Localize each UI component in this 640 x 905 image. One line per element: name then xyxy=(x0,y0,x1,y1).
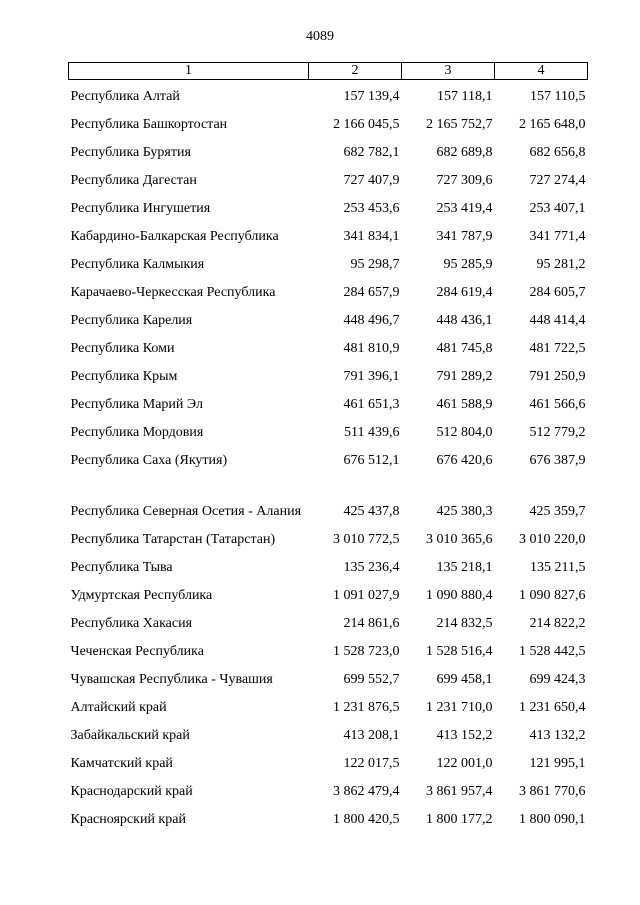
table-row xyxy=(69,637,588,665)
value-cell-col3: 512 804,0 xyxy=(436,424,493,440)
value-cell-col3: 122 001,0 xyxy=(436,755,493,771)
value-cell-col2: 413 208,1 xyxy=(343,727,400,743)
value-cell-col2: 253 453,6 xyxy=(343,200,400,216)
region-name-cell: Республика Карелия xyxy=(70,312,193,328)
value-cell-col2: 676 512,1 xyxy=(343,452,400,468)
value-cell-col2: 284 657,9 xyxy=(343,284,400,300)
region-name-cell: Республика Тыва xyxy=(70,559,173,575)
region-name-cell: Чувашская Республика - Чувашия xyxy=(70,671,273,687)
value-cell-col2: 791 396,1 xyxy=(343,368,400,384)
value-cell-col3: 2 165 752,7 xyxy=(426,116,493,132)
table-row xyxy=(69,110,588,138)
value-cell-col2: 341 834,1 xyxy=(343,228,400,244)
value-cell-col4: 682 656,8 xyxy=(529,144,586,160)
column-header-3: 3 xyxy=(402,63,495,80)
value-cell-col3: 157 118,1 xyxy=(437,88,493,104)
value-cell-col4: 699 424,3 xyxy=(529,671,586,687)
table-row xyxy=(69,418,588,446)
value-cell-col4: 3 861 770,6 xyxy=(519,783,586,799)
value-cell-col2: 481 810,9 xyxy=(343,340,400,356)
value-cell-col4: 448 414,4 xyxy=(529,312,586,328)
table-row xyxy=(69,278,588,306)
value-cell-col3: 481 745,8 xyxy=(436,340,493,356)
value-cell-col2: 157 139,4 xyxy=(343,88,400,104)
value-cell-col4: 3 010 220,0 xyxy=(519,531,586,547)
table-row xyxy=(69,222,588,250)
value-cell-col3: 682 689,8 xyxy=(436,144,493,160)
region-name-cell: Республика Коми xyxy=(70,340,175,356)
region-name-cell: Красноярский край xyxy=(70,811,186,827)
value-cell-col3: 699 458,1 xyxy=(436,671,493,687)
table-row xyxy=(69,749,588,777)
table-row xyxy=(69,362,588,390)
value-cell-col3: 727 309,6 xyxy=(436,172,493,188)
value-cell-col2: 122 017,5 xyxy=(343,755,400,771)
region-name-cell: Республика Северная Осетия - Алания xyxy=(70,504,302,519)
value-cell-col4: 341 771,4 xyxy=(529,228,586,244)
value-cell-col2: 3 010 772,5 xyxy=(333,531,400,547)
region-name-cell: Чеченская Республика xyxy=(70,643,204,659)
table-row xyxy=(69,390,588,418)
value-cell-col2: 461 651,3 xyxy=(343,396,400,412)
value-cell-col4: 461 566,6 xyxy=(529,396,586,412)
value-cell-col4: 1 528 442,5 xyxy=(519,643,586,659)
value-cell-col3: 448 436,1 xyxy=(436,312,493,328)
table-row xyxy=(69,250,588,278)
value-cell-col3: 3 010 365,6 xyxy=(426,531,493,547)
table-body xyxy=(69,80,588,834)
table-header-row xyxy=(69,63,588,80)
value-cell-col2: 95 298,7 xyxy=(350,256,400,272)
value-cell-col2: 682 782,1 xyxy=(343,144,400,160)
value-cell-col4: 425 359,7 xyxy=(529,504,586,519)
value-cell-col4: 135 211,5 xyxy=(530,559,586,575)
value-cell-col2: 214 861,6 xyxy=(343,615,400,631)
region-name-cell: Кабардино-Балкарская Республика xyxy=(70,228,279,244)
value-cell-col4: 121 995,1 xyxy=(529,755,586,771)
value-cell-col3: 214 832,5 xyxy=(436,615,493,631)
value-cell-col3: 676 420,6 xyxy=(436,452,493,468)
table-row xyxy=(69,721,588,749)
value-cell-col2: 448 496,7 xyxy=(343,312,400,328)
column-header-1: 1 xyxy=(69,63,309,80)
column-header-2: 2 xyxy=(309,63,402,80)
value-cell-col4: 253 407,1 xyxy=(529,200,586,216)
value-cell-col2: 727 407,9 xyxy=(343,172,400,188)
region-name-cell: Республика Саха (Якутия) xyxy=(70,452,228,468)
region-name-cell: Алтайский край xyxy=(70,699,167,715)
region-name-cell: Республика Алтай xyxy=(70,88,180,104)
value-cell-col4: 413 132,2 xyxy=(529,727,586,743)
region-name-cell: Республика Ингушетия xyxy=(70,200,211,216)
region-name-cell: Карачаево-Черкесская Республика xyxy=(70,284,276,300)
value-cell-col4: 2 165 648,0 xyxy=(519,116,586,132)
table-row xyxy=(69,553,588,581)
table-row xyxy=(69,306,588,334)
value-cell-col4: 727 274,4 xyxy=(529,172,586,188)
value-cell-col3: 135 218,1 xyxy=(436,559,493,575)
value-cell-col2: 1 091 027,9 xyxy=(333,587,400,603)
region-name-cell: Республика Дагестан xyxy=(70,172,197,188)
table-row xyxy=(69,777,588,805)
table-row xyxy=(69,805,588,833)
value-cell-col4: 791 250,9 xyxy=(529,368,586,384)
region-name-cell: Республика Калмыкия xyxy=(70,256,205,272)
region-name-cell: Удмуртская Республика xyxy=(70,587,213,603)
value-cell-col2: 1 231 876,5 xyxy=(333,699,400,715)
table-row xyxy=(69,80,588,111)
value-cell-col4: 284 605,7 xyxy=(529,284,586,300)
value-cell-col2: 699 552,7 xyxy=(343,671,400,687)
table-row xyxy=(69,609,588,637)
table-row xyxy=(69,525,588,553)
table-row xyxy=(69,138,588,166)
column-header-4: 4 xyxy=(495,63,588,80)
value-cell-col3: 3 861 957,4 xyxy=(426,783,493,799)
value-cell-col4: 481 722,5 xyxy=(529,340,586,356)
table-row xyxy=(69,446,588,474)
table-row xyxy=(69,334,588,362)
value-cell-col2: 1 800 420,5 xyxy=(333,811,400,827)
value-cell-col2: 2 166 045,5 xyxy=(333,116,400,132)
table-row xyxy=(69,166,588,194)
table-row xyxy=(69,194,588,222)
table-row xyxy=(69,581,588,609)
value-cell-col4: 1 800 090,1 xyxy=(519,811,586,827)
region-name-cell: Камчатский край xyxy=(70,755,173,771)
value-cell-col3: 413 152,2 xyxy=(436,727,493,743)
value-cell-col3: 95 285,9 xyxy=(443,256,493,272)
value-cell-col3: 461 588,9 xyxy=(436,396,493,412)
region-name-cell: Республика Хакасия xyxy=(70,615,193,631)
region-name-cell: Республика Марий Эл xyxy=(70,396,203,412)
region-name-cell: Республика Татарстан (Татарстан) xyxy=(70,531,276,547)
value-cell-col4: 95 281,2 xyxy=(536,256,586,272)
value-cell-col4: 1 231 650,4 xyxy=(519,699,586,715)
value-cell-col3: 284 619,4 xyxy=(436,284,493,300)
value-cell-col2: 135 236,4 xyxy=(343,559,400,575)
value-cell-col2: 425 437,8 xyxy=(343,504,400,519)
region-name-cell: Республика Бурятия xyxy=(70,144,191,160)
value-cell-col4: 512 779,2 xyxy=(529,424,586,440)
region-name-cell: Забайкальский край xyxy=(70,727,190,743)
value-cell-col2: 3 862 479,4 xyxy=(333,783,400,799)
value-cell-col3: 1 800 177,2 xyxy=(426,811,493,827)
page-number: 4089 xyxy=(306,29,334,44)
table-row xyxy=(69,693,588,721)
value-cell-col3: 341 787,9 xyxy=(436,228,493,244)
table-row xyxy=(69,665,588,693)
value-cell-col2: 511 439,6 xyxy=(344,424,400,440)
value-cell-col3: 253 419,4 xyxy=(436,200,493,216)
value-cell-col3: 791 289,2 xyxy=(436,368,493,384)
value-cell-col2: 1 528 723,0 xyxy=(333,643,400,659)
region-name-cell: Республика Мордовия xyxy=(70,424,204,440)
value-cell-col4: 214 822,2 xyxy=(529,615,586,631)
region-name-cell: Республика Крым xyxy=(70,368,178,384)
value-cell-col3: 425 380,3 xyxy=(436,504,493,519)
value-cell-col4: 676 387,9 xyxy=(529,452,586,468)
value-cell-col4: 157 110,5 xyxy=(530,88,586,104)
region-name-cell: Республика Башкортостан xyxy=(70,116,228,132)
budget-table xyxy=(68,62,588,833)
region-name-cell: Краснодарский край xyxy=(70,783,193,799)
table-row xyxy=(69,474,588,525)
value-cell-col3: 1 231 710,0 xyxy=(426,699,493,715)
value-cell-col4: 1 090 827,6 xyxy=(519,587,586,603)
value-cell-col3: 1 528 516,4 xyxy=(426,643,493,659)
value-cell-col3: 1 090 880,4 xyxy=(426,587,493,603)
